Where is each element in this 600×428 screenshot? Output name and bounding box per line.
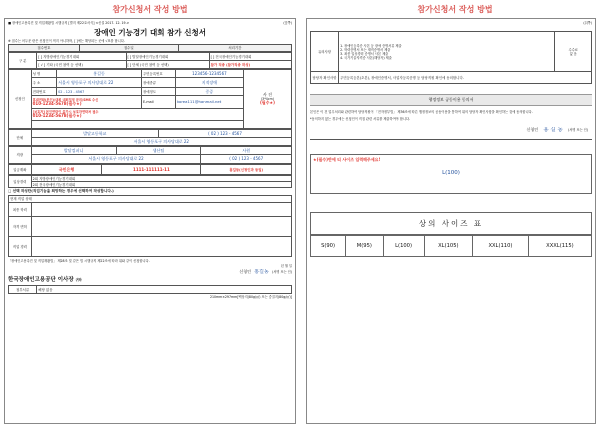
form-header-side: (앞쪽): [283, 21, 292, 25]
option-national[interactable]: [ ] 전국장애인기능경기대회: [209, 53, 291, 61]
current-status[interactable]: 현재 직업 상태: [9, 196, 292, 203]
school-value[interactable]: 발달고등학교: [31, 130, 158, 138]
notice-item-4: 4. 국가기술자격증 사본(해당자) 제출: [340, 55, 392, 60]
school-phone[interactable]: ( 02 ) 123 - 4567: [158, 130, 291, 138]
rrn-value[interactable]: 123456-1234567: [175, 70, 243, 78]
form-header-law: ■ 장애인고용촉진 및 직업재활법 시행규칙 [별지 제22호서식] <신설 2017. 12. 19.>: [8, 21, 130, 25]
event-field[interactable]: 참가 직종 (참가직종 작성): [209, 61, 291, 69]
attach-table: [8, 285, 292, 294]
account-value[interactable]: 1111-111111-11: [102, 165, 201, 175]
disability-label: 장애종류: [141, 78, 175, 88]
disability-value[interactable]: 지적장애: [175, 78, 243, 88]
mobile-note: 휴대전화(본인)/대회 대회일정 문의/SMS 수신: [32, 98, 99, 103]
signer-suffix: (서명 또는 인): [272, 270, 292, 274]
work-phone[interactable]: ( 02 ) 123 - 4567: [201, 155, 292, 164]
name-value[interactable]: 홍길동: [57, 70, 142, 78]
notice-title: 유의사항: [311, 32, 339, 72]
attach-value: 해당 없음: [37, 286, 292, 294]
receipt-date-cell: 접수일: [79, 45, 178, 52]
address-label: 주 소: [31, 78, 56, 88]
size-m: M(95): [346, 236, 384, 257]
check-label: 담당자 확인사항: [311, 72, 339, 84]
form-note: ※ 접수는 어두운 란은 신청인이 적지 아니하며, [ ]에는 해당되는 곳에 √표를 합니다.: [8, 39, 125, 43]
history-label: 입상경력: [9, 176, 32, 188]
size-xxl: XXL(110): [473, 236, 529, 257]
right-form-sheet: [306, 18, 596, 424]
org-name: 한국장애인고용공단 이사장: [8, 277, 74, 283]
applicant-label: 신청인: [9, 70, 32, 129]
guardian-note: [보호자] 본인연락이 불가시 보호자연락처 필수: [32, 110, 99, 115]
holder-value[interactable]: 홍길동(신청인과 동일): [201, 165, 292, 175]
photo-label: 사 진: [262, 92, 272, 97]
option-intl[interactable]: [ ] 발달장애인기능경기대회: [126, 53, 209, 61]
position-value[interactable]: 사원: [201, 147, 292, 155]
option-single[interactable]: [ ] 단체 (국민 참여 등 선택): [126, 61, 209, 69]
right-signer-suffix: (서명 또는 인): [568, 128, 588, 132]
history-2[interactable]: 2회 전국장애인기능경기대회: [31, 182, 291, 188]
license-label: 자격 면허: [9, 217, 32, 237]
photo-required: (필수★): [259, 100, 275, 105]
phone-value[interactable]: 02 - 123 - 4567: [57, 88, 142, 96]
bank-value[interactable]: 국민은행: [31, 165, 102, 175]
notice-table: [310, 31, 592, 84]
right-signer-name[interactable]: 홍 길 동: [543, 127, 563, 133]
right-heading: 참가신청서 작성 방법: [417, 5, 493, 14]
email-value[interactable]: korea111@hanmail.net: [175, 96, 243, 108]
size-table-title: 상의 사이즈 표: [310, 212, 592, 235]
size-value[interactable]: L(100): [442, 170, 460, 176]
rrn-label: 주민등록번호: [141, 70, 175, 78]
receipt-table: [8, 44, 292, 52]
notice-item-1: 1. 장애인등록증 사본 등 장애 증명서류 제출: [340, 43, 402, 48]
notice-item-2: 2. 학력증명서 또는 재직증명서 제출: [340, 47, 391, 52]
work-label: 직장: [9, 147, 32, 164]
attach-label: 첨부서류: [9, 286, 37, 294]
work-address[interactable]: 서울시 영등포구 의사당대로 22: [31, 155, 201, 164]
history-table: [8, 175, 292, 188]
consent-text: 본인은 이 건 업무처리와 관련하여 담당직원이 「전자정부법」 제36조에 따른 행정정보의 공동이용을 통하여 위의 담당자 확인사항을 확인하는 것에 동의합니다.: [310, 110, 533, 114]
mobile-value[interactable]: 010-1234-5678(필수★): [32, 101, 82, 107]
school-address[interactable]: 서울시 영등포구 의사당대로 22: [31, 138, 291, 146]
signer-name[interactable]: 홍길동: [254, 269, 269, 275]
process-cell: 처리기간: [178, 45, 291, 52]
career-label: 직업 경력: [9, 237, 32, 257]
footer-date: 년 월 일: [280, 264, 292, 268]
right-signer-label: 신청인: [526, 127, 539, 132]
size-xxxl: XXXL(115): [528, 236, 591, 257]
size-s: S(90): [311, 236, 346, 257]
photo-size: (3*4cm): [260, 97, 274, 101]
category-label: 구 분: [9, 53, 37, 69]
left-form-sheet: [4, 18, 296, 424]
applicant-table: [8, 69, 292, 129]
left-heading: 참가신청서 작성 방법: [112, 5, 188, 14]
check-text: 주민등록등본(초본), 장애인증명서, 사업자등록증명 등 담당직원 확인에 동의합니다.: [339, 72, 592, 84]
address-value[interactable]: 서울시 영등포구 의사당대로 22: [57, 78, 142, 88]
signer-label: 신청인: [239, 269, 252, 274]
fee-label: 수수료: [568, 47, 578, 52]
work-table: [8, 146, 292, 164]
grade-label: 장애정도: [141, 88, 175, 96]
size-box[interactable]: [310, 154, 592, 194]
edu-label: 최종 학력: [9, 203, 32, 217]
right-header-side: (뒤쪽): [583, 21, 592, 25]
option-craft[interactable]: [ √ ] 기타 (국민 참여 등 선택): [37, 61, 126, 69]
option-local[interactable]: [ ] 지방장애인기능경기대회: [37, 53, 126, 61]
consent-band: 행정정보 공동이용 동의서: [310, 94, 592, 106]
consent-text-2: *동의하지 않는 경우에는 신청인이 직접 관련 서류를 제출하여야 합니다.: [310, 117, 411, 121]
photo-box[interactable]: [244, 70, 291, 128]
size-xl: XL(105): [424, 236, 472, 257]
bank-table: [8, 164, 292, 175]
history-1[interactable]: 2회 지방장애인기능경기대회: [31, 176, 291, 182]
size-note: ★(필수)반에 티 사이즈 입력해주세요!: [313, 157, 381, 162]
size-table: [310, 235, 592, 257]
school-table: [8, 129, 292, 146]
email-label: E-mail: [141, 96, 175, 108]
guardian-value[interactable]: 010-1234-5678(필수★): [32, 113, 82, 119]
name-label: 성 명: [31, 70, 56, 78]
notice-item-3: 3. 최종 입상경력 증명서 사본 제출: [340, 51, 389, 56]
grade-value[interactable]: 중증: [175, 88, 243, 96]
footer-note: 「장애인고용촉진 및 직업재활법」 제28조 및 같은 법 시행규칙 제22조에 따라 위와 같이 신청합니다.: [8, 259, 150, 263]
job-value[interactable]: 생산팀: [116, 147, 201, 155]
paper-spec: 210mm×297mm[백상지(80g/㎡) 또는 중질지(80g/㎡)]: [209, 295, 292, 299]
org-suffix: 귀하: [75, 278, 82, 282]
phone-label: 전화번호: [31, 88, 56, 96]
size-l: L(100): [383, 236, 424, 257]
company-value[interactable]: 발달컴퍼니: [31, 147, 116, 155]
receipt-no-cell: 접수번호: [9, 45, 80, 52]
category-table: [8, 52, 292, 69]
school-label: 단체: [9, 130, 32, 146]
fee-value: 없 음: [569, 51, 577, 56]
form-title: 장애인 기능경기 대회 참가 신청서: [94, 28, 206, 37]
bank-label: 입금계좌: [9, 165, 32, 175]
selection-title: □ 선택 작성란(직업기능을 희망하는 경우에 선택하여 작성합니다.): [8, 189, 114, 193]
selection-table: [8, 195, 292, 257]
